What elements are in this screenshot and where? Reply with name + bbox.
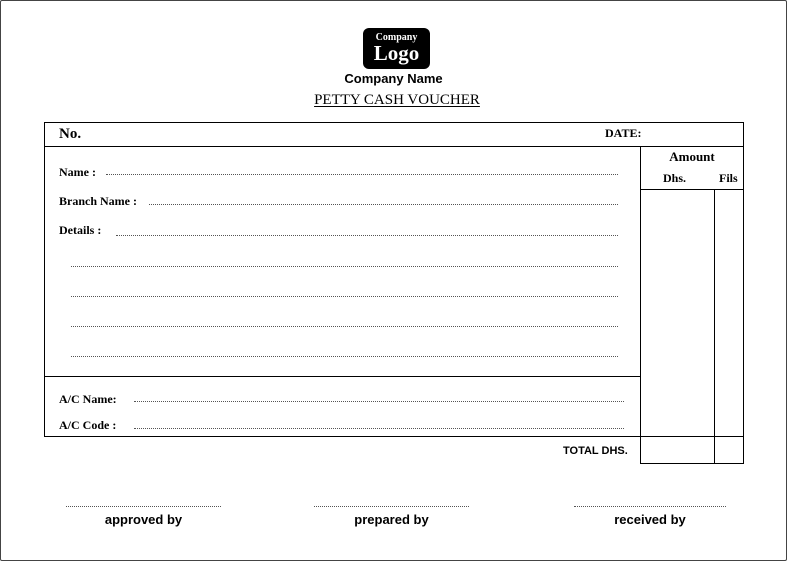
logo-big-text: Logo: [373, 41, 420, 65]
details-label: Details :: [59, 223, 102, 237]
fils-header: Fils: [719, 171, 738, 185]
ac-code-label: A/C Code :: [59, 418, 117, 432]
total-dhs-field[interactable]: [641, 437, 714, 463]
dhs-fils-divider: [714, 189, 715, 464]
total-fils-field[interactable]: [715, 437, 743, 463]
received-signature-line[interactable]: [574, 506, 726, 507]
details-line-2[interactable]: [71, 266, 618, 267]
company-logo: [363, 28, 430, 69]
details-line-1[interactable]: [116, 235, 618, 236]
date-label: DATE:: [605, 126, 642, 140]
branch-name-label: Branch Name :: [59, 194, 137, 208]
branch-name-field[interactable]: [149, 204, 618, 205]
name-field[interactable]: [106, 174, 618, 175]
details-line-3[interactable]: [71, 296, 618, 297]
ac-name-label: A/C Name:: [59, 392, 117, 406]
approved-signature-line[interactable]: [66, 506, 221, 507]
prepared-signature-line[interactable]: [314, 506, 469, 507]
details-box: [44, 146, 641, 377]
prepared-by-label: prepared by: [354, 512, 429, 527]
no-label: No.: [59, 126, 82, 142]
dhs-header: Dhs.: [663, 171, 687, 185]
company-name: Company Name: [344, 71, 443, 86]
received-by-label: received by: [614, 512, 686, 527]
amount-header-divider: [640, 189, 744, 190]
approved-by-label: approved by: [104, 512, 183, 527]
voucher-title: PETTY CASH VOUCHER: [314, 92, 480, 108]
amount-title: Amount: [669, 149, 715, 164]
logo-small-text: Company: [375, 32, 418, 43]
amount-column: [640, 146, 744, 464]
details-line-5[interactable]: [71, 356, 618, 357]
ac-name-field[interactable]: [134, 401, 624, 402]
ac-code-field[interactable]: [134, 428, 624, 429]
name-label: Name :: [59, 165, 96, 179]
details-line-4[interactable]: [71, 326, 618, 327]
total-dhs-label: TOTAL DHS.: [563, 445, 628, 457]
